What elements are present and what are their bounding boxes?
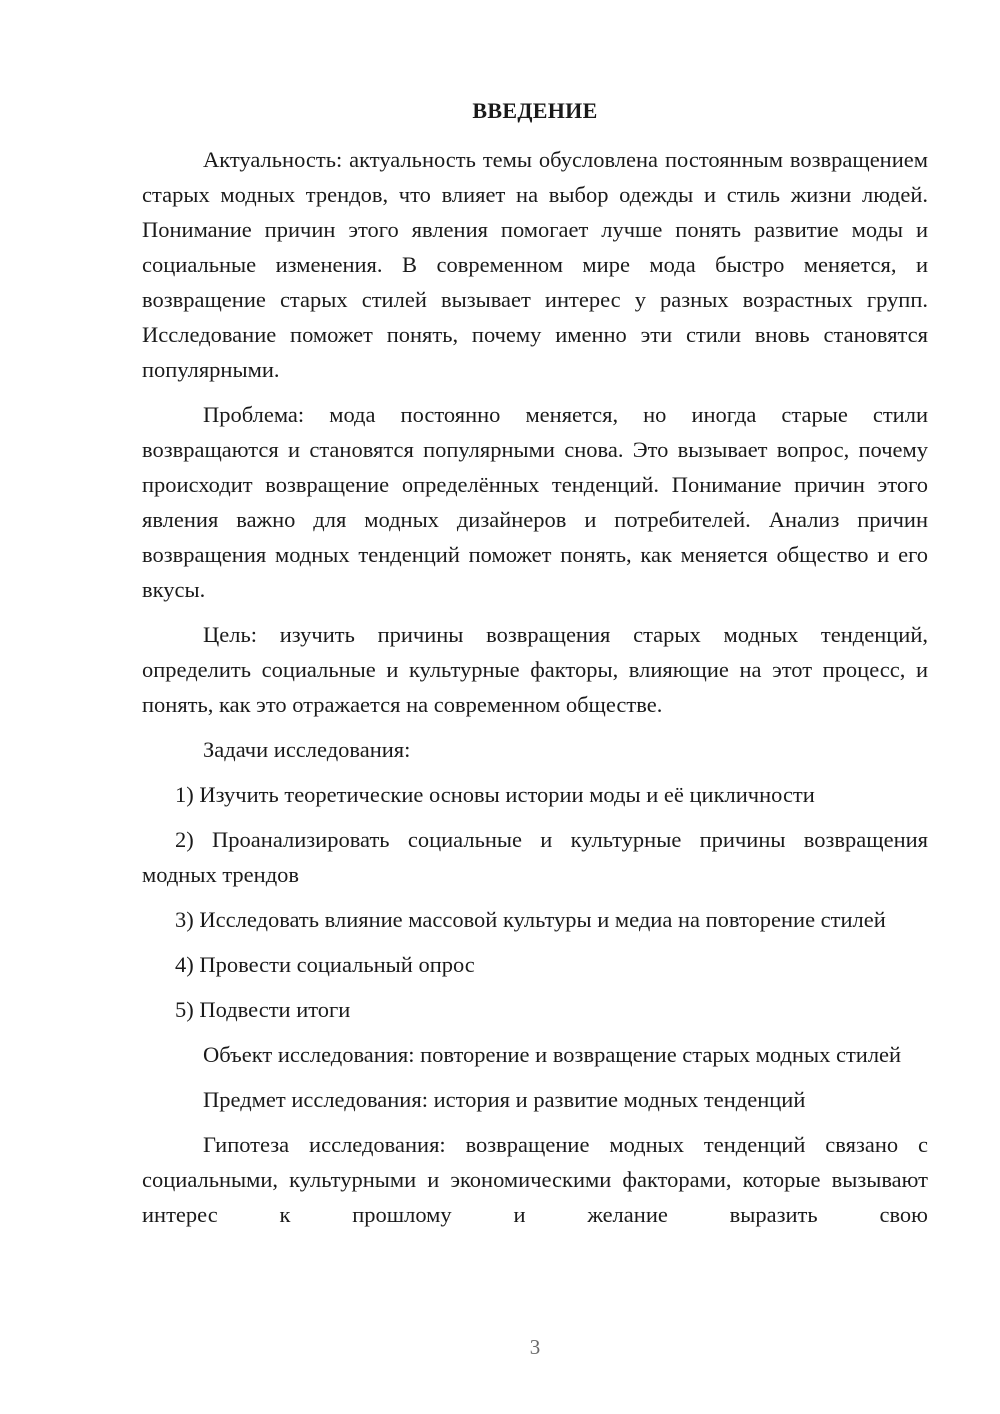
task-item: 4) Провести социальный опрос <box>175 952 475 977</box>
paragraph-goal: Цель: изучить причины возвращения старых модных тенденций, определить социальные и культурные факторы, влияющие на этот процесс, и понять, как это отражается на современном обществе. <box>142 622 928 717</box>
paragraph-subject: Предмет исследования: история и развитие модных тенденций <box>203 1087 806 1112</box>
task-item: 2) Проанализировать социальные и культурные причины возвращения модных трендов <box>142 827 928 887</box>
page-number: 3 <box>529 1335 541 1359</box>
tasks-heading: Задачи исследования: <box>203 737 411 762</box>
task-item: 3) Исследовать влияние массовой культуры и медиа на повторение стилей <box>175 907 886 932</box>
paragraph-relevance: Актуальность: актуальность темы обусловлена постоянным возвращением старых модных трендов, что влияет на выбор одежды и стиль жизни людей. Понимание причин этого явления помогает лучше понять развитие моды и социальные изменения. В современном мире мода быстро меняется, и возвращение старых стилей вызывает интерес у разных возрастных групп. Исследование поможет понять, почему именно эти стили вновь становятся популярными. <box>142 147 928 382</box>
paragraph-hypothesis: Гипотеза исследования: возвращение модных тенденций связано с социальными, культурными и экономическими факторами, которые вызывают интерес к прошлому и желание выразить свою <box>142 1132 928 1227</box>
task-item: 5) Подвести итоги <box>175 997 351 1022</box>
paragraph-object: Объект исследования: повторение и возвращение старых модных стилей <box>203 1042 902 1067</box>
task-item: 1) Изучить теоретические основы истории моды и её цикличности <box>175 782 815 807</box>
page-title: ВВЕДЕНИЕ <box>472 98 598 123</box>
document-body <box>142 142 928 1242</box>
paragraph-problem: Проблема: мода постоянно меняется, но иногда старые стили возвращаются и становятся популярными снова. Это вызывает вопрос, почему происходит возвращение определённых тенденций. Понимание причин этого явления важно для модных дизайнеров и потребителей. Анализ причин возвращения модных тенденций поможет понять, как меняется общество и его вкусы. <box>142 402 928 602</box>
